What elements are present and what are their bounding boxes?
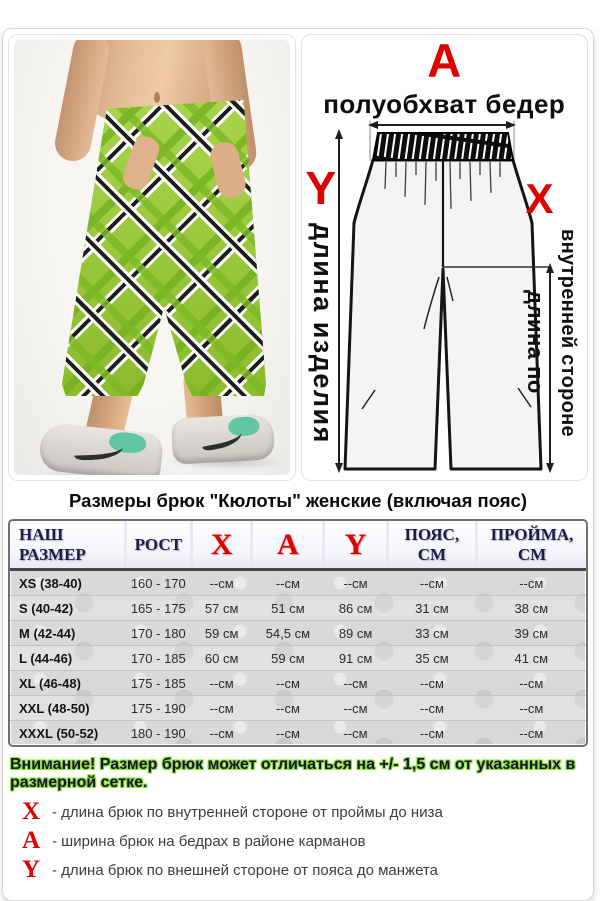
legend-letter-a: A — [21, 827, 41, 854]
measure-caption-a: полуобхват бедер — [323, 89, 566, 119]
table-cell: 51 см — [252, 596, 324, 621]
size-cell: S (40-42) — [10, 596, 125, 621]
table-cell: --см — [343, 575, 368, 591]
plaid-culottes — [62, 100, 266, 396]
product-photo — [14, 40, 290, 475]
size-cell: XXXL (50-52) — [10, 721, 125, 746]
table-cell: --см — [209, 575, 234, 591]
product-photo-card — [8, 34, 296, 481]
column-header-armhole: ПРОЙМА, СМ — [477, 521, 586, 570]
table-cell: 170 - 180 — [125, 621, 191, 646]
table-cell: 60 см — [191, 646, 251, 671]
table-cell: --см — [191, 696, 251, 721]
table-cell: 41 см — [477, 646, 586, 671]
table-cell: --см — [252, 671, 324, 696]
table-cell: 31 см — [387, 596, 476, 621]
legend-letter-x: X — [21, 798, 41, 825]
table-cell: --см — [387, 696, 476, 721]
sneaker-left — [38, 422, 164, 475]
table-cell: 59 см — [191, 621, 251, 646]
measure-caption-x-line2: внутренней стороне — [556, 229, 579, 437]
table-cell: 57 см — [191, 596, 251, 621]
table-cell: --см — [477, 671, 586, 696]
measure-letter-y: Y — [305, 162, 337, 214]
table-row — [10, 621, 586, 646]
measure-letter-a: A — [427, 34, 462, 87]
size-cell: L (44-46) — [10, 646, 125, 671]
table-cell: 39 см — [477, 621, 586, 646]
table-cell: 175 - 185 — [125, 671, 191, 696]
column-header-x: X — [191, 521, 251, 570]
table-row — [10, 596, 586, 621]
table-cell: 175 - 190 — [125, 696, 191, 721]
table-cell: 170 - 185 — [125, 646, 191, 671]
column-header-a: A — [252, 521, 324, 570]
legend-text-x: - длина брюк по внутренней стороне от проймы до низа — [52, 803, 443, 821]
pants-diagram — [302, 117, 589, 477]
size-cell: XL (46-48) — [10, 671, 125, 696]
table-cell: --см — [477, 696, 586, 721]
legend-text-a: - ширина брюк на бедрах в районе карманов — [52, 832, 366, 850]
table-cell: 89 см — [324, 621, 387, 646]
legend-letter-y: Y — [21, 856, 41, 883]
size-guide-page — [2, 28, 594, 901]
measurement-diagram-card — [301, 34, 589, 481]
table-cell: 91 см — [324, 646, 387, 671]
table-cell: --см — [519, 575, 544, 591]
table-cell: --см — [419, 575, 444, 591]
legend-item-a — [16, 827, 588, 854]
table-row — [10, 696, 586, 721]
size-cell: XS (38-40) — [19, 575, 82, 591]
table-cell: --см — [275, 575, 300, 591]
legend-item-x — [16, 798, 588, 825]
column-header-y: Y — [324, 521, 387, 570]
table-row — [10, 570, 586, 596]
column-header-size: НАШ РАЗМЕР — [10, 521, 125, 570]
table-row — [10, 721, 586, 746]
table-cell: 35 см — [387, 646, 476, 671]
table-cell: 59 см — [252, 646, 324, 671]
column-header-height: РОСТ — [125, 521, 191, 570]
warning-note: Внимание! Размер брюк может отличаться на +/- 1,5 см от указанных в размерной сетке. — [10, 756, 576, 791]
table-cell: --см — [477, 721, 586, 746]
header-row — [10, 521, 586, 570]
table-cell: 38 см — [477, 596, 586, 621]
table-cell: 86 см — [324, 596, 387, 621]
table-cell: --см — [324, 696, 387, 721]
table-cell: 33 см — [387, 621, 476, 646]
table-cell: --см — [252, 721, 324, 746]
table-cell: 54,5 см — [252, 621, 324, 646]
sneaker-right — [171, 413, 275, 464]
table-row — [10, 671, 586, 696]
table-cell: 180 - 190 — [125, 721, 191, 746]
size-cell: M (42-44) — [10, 621, 125, 646]
model-navel — [154, 92, 160, 103]
table-cell: --см — [387, 671, 476, 696]
table-cell: 165 - 175 — [125, 596, 191, 621]
size-cell: XXL (48-50) — [10, 696, 125, 721]
measure-caption-y: длина изделия — [307, 223, 338, 444]
size-table — [8, 519, 588, 747]
table-title: Размеры брюк "Кюлоты" женские (включая пояс) — [69, 490, 527, 511]
table-cell: --см — [191, 721, 251, 746]
column-header-waist: ПОЯС, СМ — [387, 521, 476, 570]
legend-text-y: - длина брюк по внешней стороне от пояса до манжета — [52, 861, 438, 879]
table-cell: --см — [387, 721, 476, 746]
legend-item-y — [16, 856, 588, 883]
table-cell: --см — [324, 721, 387, 746]
media-row — [8, 34, 588, 481]
table-cell: --см — [252, 696, 324, 721]
measure-caption-x-line1: длина по — [522, 290, 548, 394]
table-cell: --см — [324, 671, 387, 696]
table-cell: --см — [191, 671, 251, 696]
measure-letter-x: X — [525, 175, 554, 222]
measurement-legend — [16, 798, 588, 883]
table-cell: 160 - 170 — [130, 575, 186, 591]
table-row — [10, 646, 586, 671]
